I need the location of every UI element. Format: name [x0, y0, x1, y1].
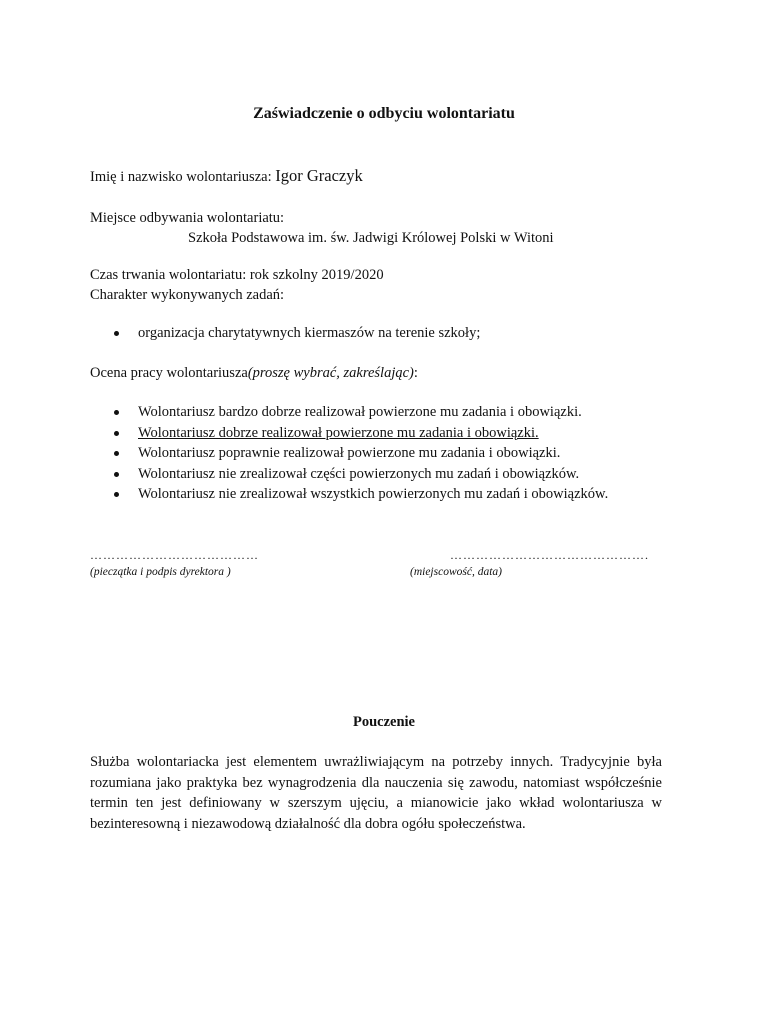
bullet-icon	[114, 472, 119, 477]
rating-label-suffix: :	[413, 365, 418, 381]
pouczenie-heading: Pouczenie	[352, 714, 415, 730]
signature-line-right: ……………………………………….	[450, 548, 649, 562]
bullet-icon	[114, 492, 119, 497]
place-label: Miejsce odbywania wolontariatu:	[90, 210, 285, 226]
rating-option-text: Wolontariusz poprawnie realizował powierzone mu zadania i obowiązki.	[138, 445, 561, 461]
bullet-icon	[114, 431, 119, 436]
rating-label	[90, 363, 418, 383]
rating-option-text: Wolontariusz dobrze realizował powierzone mu zadania i obowiązki.	[138, 424, 539, 441]
rating-label-text: Ocena pracy wolontariusza	[90, 365, 248, 381]
rating-options-list	[90, 402, 608, 505]
rating-option	[90, 402, 608, 423]
bullet-icon	[114, 410, 119, 415]
rating-option-text: Wolontariusz nie zrealizował części powierzonych mu zadań i obowiązków.	[138, 465, 580, 482]
tasks-label: Charakter wykonywanych zadań:	[90, 287, 285, 303]
rating-option	[90, 484, 608, 505]
bullet-icon	[114, 451, 119, 456]
list-item	[90, 323, 480, 344]
rating-option-text: Wolontariusz bardzo dobrze realizował powierzone mu zadania i obowiązki.	[138, 404, 582, 420]
duration-line: Czas trwania wolontariatu: rok szkolny 2019/2020	[90, 267, 384, 283]
volunteer-name-line	[90, 166, 363, 187]
signature-caption-left: (pieczątka i podpis dyrektora )	[90, 566, 231, 578]
document-title: Zaświadczenie o odbyciu wolontariatu	[253, 105, 515, 122]
rating-instruction: (proszę wybrać, zakreślając)	[247, 365, 414, 381]
rating-option-selected	[90, 423, 608, 444]
place-value: Szkoła Podstawowa im. św. Jadwigi Królowej Polski w Witoni	[188, 230, 554, 246]
signature-caption-right: (miejscowość, data)	[410, 566, 502, 578]
bullet-icon	[114, 331, 119, 336]
rating-option	[90, 443, 608, 464]
rating-option	[90, 464, 608, 485]
volunteer-name-value: Igor Graczyk	[275, 166, 363, 185]
pouczenie-paragraph: Służba wolontariacka jest elementem uwrażliwiającym na potrzeby innych. Tradycyjnie była rozumiana jako praktyka bez wynagrodzenia dla nauczenia się zawodu, natomiast współcześnie termin ten jest definiowany w szerszym ujęciu, a mianowicie jako wkład wolontariusza w bezinteresowną i niezawodową działalność dla dobra ogółu społeczeństwa.	[90, 754, 662, 832]
rating-option-text: Wolontariusz nie zrealizował wszystkich powierzonych mu zadań i obowiązków.	[138, 486, 609, 502]
signature-line-left: …………………………………	[90, 548, 259, 562]
volunteer-name-label: Imię i nazwisko wolontariusza:	[90, 169, 276, 185]
tasks-list	[90, 323, 480, 344]
task-text: organizacja charytatywnych kiermaszów na terenie szkoły;	[138, 325, 481, 341]
